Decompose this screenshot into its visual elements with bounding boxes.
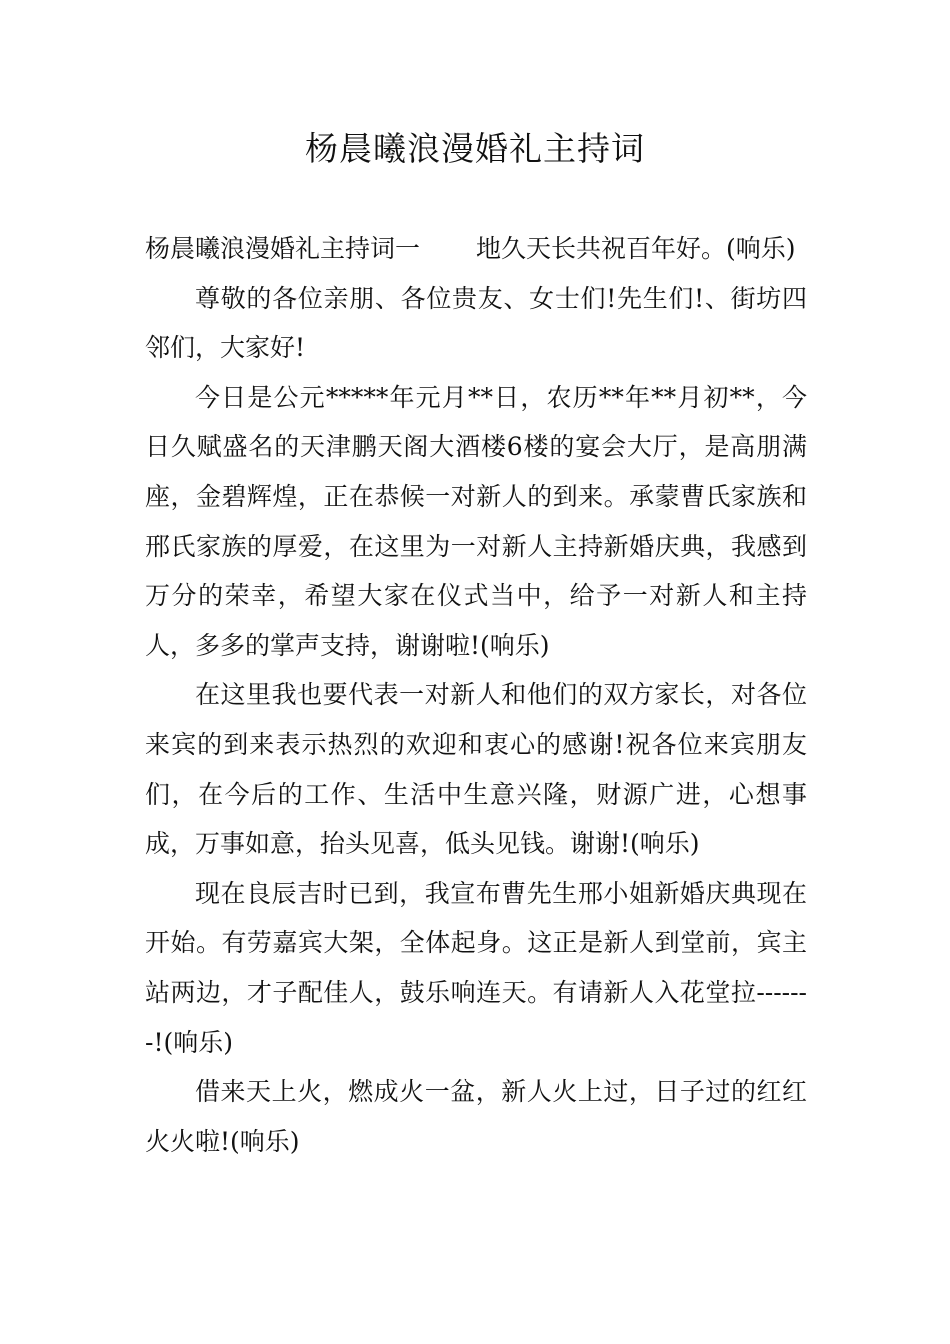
intro-heading: 杨晨曦浪漫婚礼主持词一 xyxy=(145,234,421,263)
paragraph-ceremony-start: 现在良辰吉时已到，我宣布曹先生邢小姐新婚庆典现在开始。有劳嘉宾大架，全体起身。这正是新人到堂前，宾主站两边，才子配佳人，鼓乐响连天。有请新人入花堂拉-------!(响乐) xyxy=(145,878,807,1057)
paragraph-date-venue: 今日是公元*****年元月**日，农历**年**月初**，今日久赋盛名的天津鹏天阁大酒楼6楼的宴会大厅，是高朋满座，金碧辉煌，正在恭候一对新人的到来。承蒙曹氏家族和邢氏家族的厚爱，在这里为一对新人主持新婚庆典，我感到万分的荣幸，希望大家在仪式当中，给予一对新人和主持人，多多的掌声支持，谢谢啦!(响乐) xyxy=(145,382,807,660)
document-title: 杨晨曦浪漫婚礼主持词 xyxy=(305,129,645,168)
paragraph-intro xyxy=(145,224,807,274)
paragraph-greeting: 尊敬的各位亲朋、各位贵友、女士们!先生们!、街坊四邻们，大家好! xyxy=(145,283,807,363)
paragraph-thanks: 在这里我也要代表一对新人和他们的双方家长，对各位来宾的到来表示热烈的欢迎和衷心的感谢!祝各位来宾朋友们，在今后的工作、生活中生意兴隆，财源广进，心想事成，万事如意，抬头见喜，低头见钱。谢谢!(响乐) xyxy=(145,680,807,859)
intro-text: 地久天长共祝百年好。(响乐) xyxy=(476,234,796,263)
document-body xyxy=(145,224,807,1166)
paragraph-fire-basin: 借来天上火，燃成火一盆，新人火上过，日子过的红红火火啦!(响乐) xyxy=(145,1077,807,1156)
